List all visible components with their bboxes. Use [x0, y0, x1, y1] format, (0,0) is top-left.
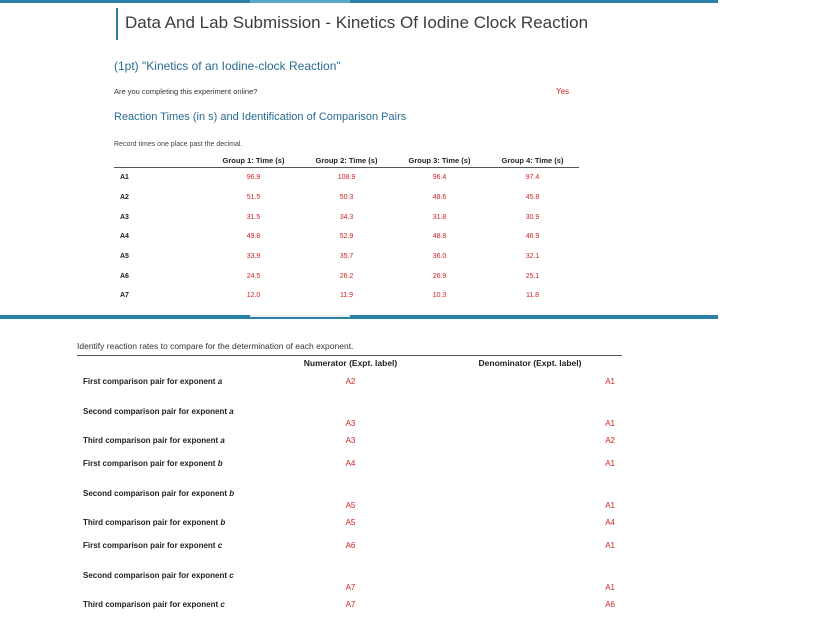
numerator-value: A5 — [345, 501, 356, 510]
time-value: 11.8 — [525, 292, 540, 300]
comparison-pairs-table — [77, 355, 622, 616]
times-header-row — [114, 154, 579, 168]
pair-question-text: Second comparison pair for exponent — [83, 488, 230, 498]
exponent-variable: b — [217, 459, 223, 468]
denominator-value: A6 — [605, 600, 615, 609]
row-label: A7 — [120, 292, 129, 300]
online-answer: Yes — [556, 87, 570, 96]
exponent-variable: b — [229, 488, 235, 498]
header-group-4: Group 4: Time (s) — [486, 154, 579, 168]
online-question: Are you completing this experiment online? — [114, 87, 258, 96]
time-value: 33.9 — [246, 253, 261, 261]
record-instruction: Record times one place past the decimal. — [114, 141, 243, 148]
header-group-3: Group 3: Time (s) — [393, 154, 486, 168]
time-value: 45.8 — [525, 194, 540, 202]
pair-question — [77, 475, 263, 511]
time-value: 96.9 — [246, 174, 261, 182]
pairs-header-row — [77, 356, 622, 371]
denominator-value: A4 — [605, 518, 615, 527]
times-header-blank — [114, 154, 207, 168]
top-accent-marker — [250, 0, 350, 3]
pair-question-text: First comparison pair for exponent — [83, 459, 218, 468]
row-label: A2 — [120, 194, 129, 202]
time-value: 108.9 — [337, 174, 356, 182]
time-value: 46.9 — [525, 233, 540, 241]
time-value: 24.5 — [246, 272, 261, 280]
time-value: 31.8 — [432, 213, 447, 221]
table-row — [114, 207, 579, 227]
time-value: 26.9 — [432, 272, 447, 280]
pairs-intro: Identify reaction rates to compare for the determination of each exponent. — [77, 341, 354, 351]
pair-question — [77, 393, 263, 429]
time-value: 48.8 — [432, 233, 447, 241]
numerator-value: A7 — [345, 600, 356, 609]
pair-row — [77, 557, 622, 593]
numerator-value: A7 — [345, 583, 356, 592]
pair-question — [77, 429, 263, 452]
time-value: 25.1 — [525, 272, 540, 280]
pair-row — [77, 475, 622, 511]
pair-question — [77, 593, 263, 616]
exponent-variable: c — [217, 541, 223, 550]
time-value: 34.3 — [339, 213, 354, 221]
time-value: 26.2 — [339, 272, 354, 280]
time-value: 10.3 — [432, 292, 447, 300]
time-value: 11.9 — [339, 292, 354, 300]
time-value: 52.9 — [339, 233, 354, 241]
time-value: 96.4 — [432, 174, 447, 182]
pair-row — [77, 511, 622, 534]
pair-row — [77, 393, 622, 429]
time-value: 31.5 — [246, 213, 261, 221]
header-group-2: Group 2: Time (s) — [300, 154, 393, 168]
pair-question-text: Third comparison pair for exponent — [83, 436, 221, 445]
pair-row — [77, 429, 622, 452]
reaction-times-subheading: Reaction Times (in s) and Identification of Comparison Pairs — [114, 111, 407, 123]
pair-row — [77, 452, 622, 475]
row-label: A5 — [120, 253, 129, 261]
pair-question — [77, 452, 263, 475]
pair-question-text: First comparison pair for exponent — [83, 541, 218, 550]
denominator-value: A1 — [605, 501, 615, 510]
time-value: 12.0 — [246, 292, 261, 300]
top-accent-bar — [0, 0, 718, 3]
header-group-1: Group 1: Time (s) — [207, 154, 300, 168]
table-row — [114, 188, 579, 208]
numerator-value: A2 — [345, 377, 356, 386]
pairs-header-blank — [77, 356, 263, 371]
pair-row — [77, 593, 622, 616]
row-label: A1 — [120, 174, 129, 182]
pair-question-text: Third comparison pair for exponent — [83, 600, 221, 609]
table-row — [114, 247, 579, 267]
numerator-header: Numerator (Expt. label) — [263, 356, 438, 371]
denominator-value: A1 — [605, 541, 615, 550]
pair-question-text: Second comparison pair for exponent — [83, 570, 230, 580]
table-row — [114, 168, 579, 188]
numerator-value: A6 — [345, 541, 356, 550]
denominator-value: A1 — [605, 583, 615, 592]
pair-question — [77, 511, 263, 534]
section-heading: (1pt) "Kinetics of an Iodine-clock Reaction" — [114, 59, 341, 73]
pair-question-text: Third comparison pair for exponent — [83, 518, 221, 527]
denominator-value: A2 — [605, 436, 615, 445]
row-label: A6 — [120, 272, 129, 280]
section-divider — [0, 315, 718, 319]
reaction-times-table — [114, 154, 579, 306]
time-value: 35.7 — [339, 253, 354, 261]
page-header — [116, 8, 588, 40]
pair-question-text: First comparison pair for exponent — [83, 377, 218, 386]
page-title: Data And Lab Submission - Kinetics Of Iodine Clock Reaction — [125, 13, 589, 32]
numerator-value: A3 — [345, 436, 356, 445]
time-value: 50.3 — [339, 194, 354, 202]
pair-question — [77, 557, 263, 593]
denominator-value: A1 — [605, 377, 615, 386]
time-value: 97.4 — [525, 174, 540, 182]
denominator-header: Denominator (Expt. label) — [438, 356, 622, 371]
time-value: 51.5 — [246, 194, 261, 202]
time-value: 49.8 — [246, 233, 261, 241]
exponent-variable: c — [220, 600, 225, 609]
exponent-variable: a — [220, 436, 225, 445]
pair-row — [77, 370, 622, 393]
table-row — [114, 227, 579, 247]
denominator-value: A1 — [605, 419, 615, 428]
numerator-value: A3 — [345, 419, 356, 428]
time-value: 32.1 — [525, 253, 540, 261]
pair-row — [77, 534, 622, 557]
exponent-variable: a — [229, 406, 234, 416]
section-divider-marker — [250, 315, 350, 317]
pair-question-text: Second comparison pair for exponent — [83, 406, 230, 416]
row-label: A4 — [120, 233, 129, 241]
time-value: 30.9 — [525, 213, 540, 221]
time-value: 48.6 — [432, 194, 447, 202]
exponent-variable: a — [217, 377, 223, 386]
exponent-variable: c — [229, 570, 234, 580]
numerator-value: A5 — [345, 518, 356, 527]
row-label: A3 — [120, 213, 129, 221]
pair-question — [77, 370, 263, 393]
pair-question — [77, 534, 263, 557]
denominator-value: A1 — [605, 459, 615, 468]
table-row — [114, 266, 579, 286]
time-value: 36.0 — [432, 253, 447, 261]
exponent-variable: b — [220, 518, 226, 527]
numerator-value: A4 — [345, 459, 356, 468]
table-row — [114, 286, 579, 306]
